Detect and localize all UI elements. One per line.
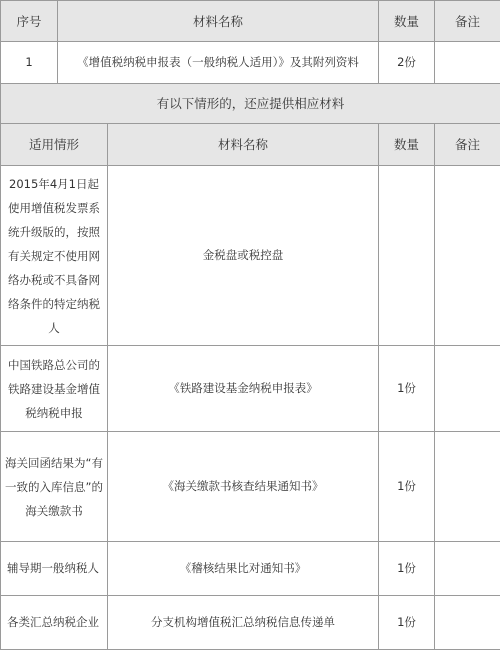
row-remarks: [435, 42, 500, 84]
header-seq: 序号: [1, 1, 58, 42]
header-remarks: 备注: [435, 1, 500, 42]
material-cell: 《稽核结果比对通知书》: [108, 542, 379, 596]
case-cell: 2015年4月1日起使用增值税发票系统升级版的，按照有关规定不使用网络办税或不具备网络条件的特定纳税人: [1, 166, 108, 346]
row-quantity: 2份: [379, 42, 435, 84]
case-cell: 中国铁路总公司的铁路建设基金增值税纳税申报: [1, 346, 108, 432]
quantity-cell: [379, 166, 435, 346]
material-cell: 《铁路建设基金纳税申报表》: [108, 346, 379, 432]
material-cell: 《海关缴款书核查结果通知书》: [108, 432, 379, 542]
quantity-cell: 1份: [379, 542, 435, 596]
header-row-main: [1, 1, 500, 42]
section-row: [1, 84, 500, 124]
case-cell: 各类汇总纳税企业: [1, 596, 108, 650]
material-cell: 分支机构增值税汇总纳税信息传递单: [108, 596, 379, 650]
table-row: [1, 42, 500, 84]
quantity-cell: 1份: [379, 596, 435, 650]
header-material-name-2: 材料名称: [108, 124, 379, 166]
table-row: [1, 542, 500, 596]
material-cell: 金税盘或税控盘: [108, 166, 379, 346]
row-seq: 1: [1, 42, 58, 84]
header-material-name: 材料名称: [58, 1, 379, 42]
case-cell: 海关回函结果为“有一致的入库信息”的海关缴款书: [1, 432, 108, 542]
header-row-conditions: [1, 124, 500, 166]
table-row: [1, 346, 500, 432]
table-row: [1, 432, 500, 542]
remarks-cell: [435, 432, 500, 542]
quantity-cell: 1份: [379, 346, 435, 432]
section-title: 有以下情形的，还应提供相应材料: [1, 84, 500, 124]
header-quantity: 数量: [379, 1, 435, 42]
remarks-cell: [435, 542, 500, 596]
case-cell: 辅导期一般纳税人: [1, 542, 108, 596]
header-applicable-case: 适用情形: [1, 124, 108, 166]
remarks-cell: [435, 346, 500, 432]
quantity-cell: 1份: [379, 432, 435, 542]
remarks-cell: [435, 166, 500, 346]
remarks-cell: [435, 596, 500, 650]
table-row: [1, 166, 500, 346]
row-material-name: 《增值税纳税申报表（一般纳税人适用）》及其附列资料: [58, 42, 379, 84]
header-quantity-2: 数量: [379, 124, 435, 166]
table-row: [1, 596, 500, 650]
header-remarks-2: 备注: [435, 124, 500, 166]
